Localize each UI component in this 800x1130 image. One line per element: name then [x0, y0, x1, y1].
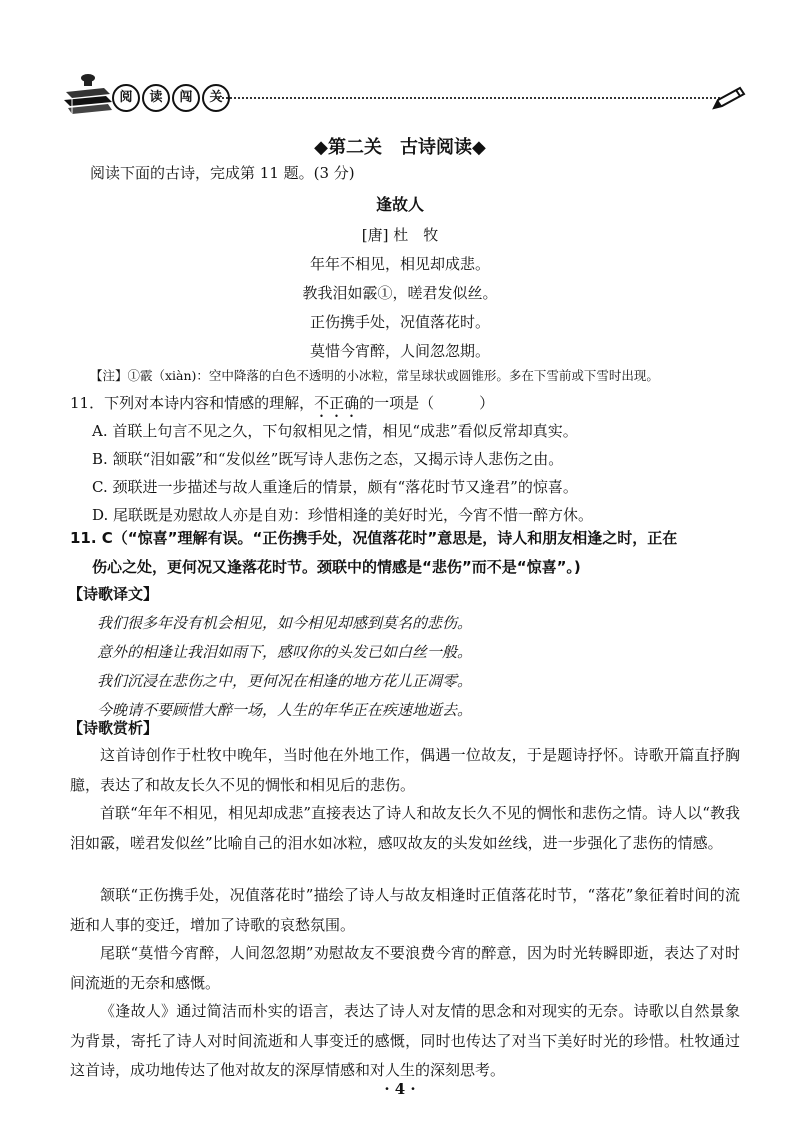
- answer-line: 伤心之处，更何况又逢落花时节。颈联中的情感是“悲伤”而不是“惊喜”。): [92, 558, 581, 576]
- translation-line: 我们很多年没有机会相见，如今相见却感到莫名的悲伤。: [97, 614, 473, 632]
- section-title: ◆第二关 古诗阅读◆: [314, 137, 486, 158]
- appreciation-heading: 【诗歌赏析】: [68, 719, 159, 737]
- answer-line: 11. C（“惊喜”理解有误。“正伤携手处，况值落花时”意思是，诗人和朋友相逢之时，正在: [70, 529, 678, 547]
- page-number: · 4 ·: [384, 1080, 416, 1098]
- appreciation-paragraph: 首联“年年不相见，相见却成悲”直接表达了诗人和故友长久不见的惆怅和悲伤之情。诗人以“教我泪如霰，嗟君发似丝”比喻自己的泪水如冰粒，感叹故友的头发如丝线，进一步强化了悲伤的情感。: [70, 804, 740, 852]
- poem-title: 逢故人: [375, 195, 424, 214]
- appreciation-paragraph: 尾联“莫惜今宵醉，人间忽忽期”劝慰故友不要浪费今宵的醉意，因为时光转瞬即逝，表达了对时间流逝的无奈和感慨。: [70, 944, 740, 992]
- tag-char: 读: [142, 84, 170, 112]
- translation-line: 意外的相逢让我泪如雨下，感叹你的头发已如白丝一般。: [97, 643, 473, 661]
- section-tag: [112, 84, 230, 112]
- option-d: D. 尾联既是劝慰故人亦是自劝：珍惜相逢的美好时光，今宵不惜一醉方休。: [92, 506, 594, 524]
- poem-line: 年年不相见，相见却成悲。: [309, 255, 490, 273]
- header-dotted-line: [215, 97, 720, 99]
- books-icon: [62, 70, 114, 116]
- question-stem-emphasis: 不正确: [314, 394, 360, 412]
- instruction: 阅读下面的古诗，完成第 11 题。(3 分): [90, 164, 355, 182]
- question-stem: [70, 392, 494, 421]
- question-stem-after: 的一项是（ ）: [359, 394, 495, 412]
- translation-heading: 【诗歌译文】: [68, 585, 159, 603]
- pencil-icon: [712, 86, 746, 112]
- poem-author: [唐] 杜 牧: [361, 226, 439, 244]
- appreciation-paragraph: 颔联“正伤携手处，况值落花时”描绘了诗人与故友相逢时正值落花时节，“落花”象征着时间的流逝和人事的变迁，增加了诗歌的哀愁氛围。: [70, 886, 740, 934]
- appreciation-paragraph: 《逢故人》通过简洁而朴实的语言，表达了诗人对友情的思念和对现实的无奈。诗歌以自然景象为背景，寄托了诗人对时间流逝和人事变迁的感慨，同时也传达了对当下美好时光的珍惜。杜牧通过这首诗，成功地传达了他对故友的深厚情感和对人生的深刻思考。: [70, 1002, 740, 1079]
- translation-line: 我们沉浸在悲伤之中，更何况在相逢的地方花儿正凋零。: [97, 672, 473, 690]
- poem-note: 【注】①霰（xiàn)：空中降落的白色不透明的小冰粒，常呈球状或圆锥形。多在下雪前或下雪时出现。: [90, 368, 659, 383]
- answer-block: [70, 524, 740, 582]
- tag-char: 关: [202, 84, 230, 112]
- tag-char: 阅: [112, 84, 140, 112]
- tag-char: 闯: [172, 84, 200, 112]
- question-stem-before: 11．下列对本诗内容和情感的理解，: [70, 394, 315, 412]
- option-b: B. 颔联“泪如霰”和“发似丝”既写诗人悲伤之态，又揭示诗人悲伤之由。: [92, 450, 564, 468]
- poem-line: 正伤携手处，况值落花时。: [309, 313, 490, 331]
- poem-line: 教我泪如霰①，嗟君发似丝。: [302, 284, 498, 302]
- option-c: C. 颈联进一步描述与故人重逢后的情景，颇有“落花时节又逢君”的惊喜。: [92, 478, 578, 496]
- appreciation-paragraph: 这首诗创作于杜牧中晚年，当时他在外地工作，偶遇一位故友，于是题诗抒怀。诗歌开篇直抒胸臆，表达了和故友长久不见的惆怅和相见后的悲伤。: [70, 746, 740, 794]
- option-a: A. 首联上句言不见之久，下句叙相见之情，相见“成悲”看似反常却真实。: [92, 422, 578, 440]
- poem-line: 莫惜今宵醉，人间忽忽期。: [309, 342, 490, 360]
- translation-line: 今晚请不要顾惜大醉一场，人生的年华正在疾速地逝去。: [97, 701, 473, 719]
